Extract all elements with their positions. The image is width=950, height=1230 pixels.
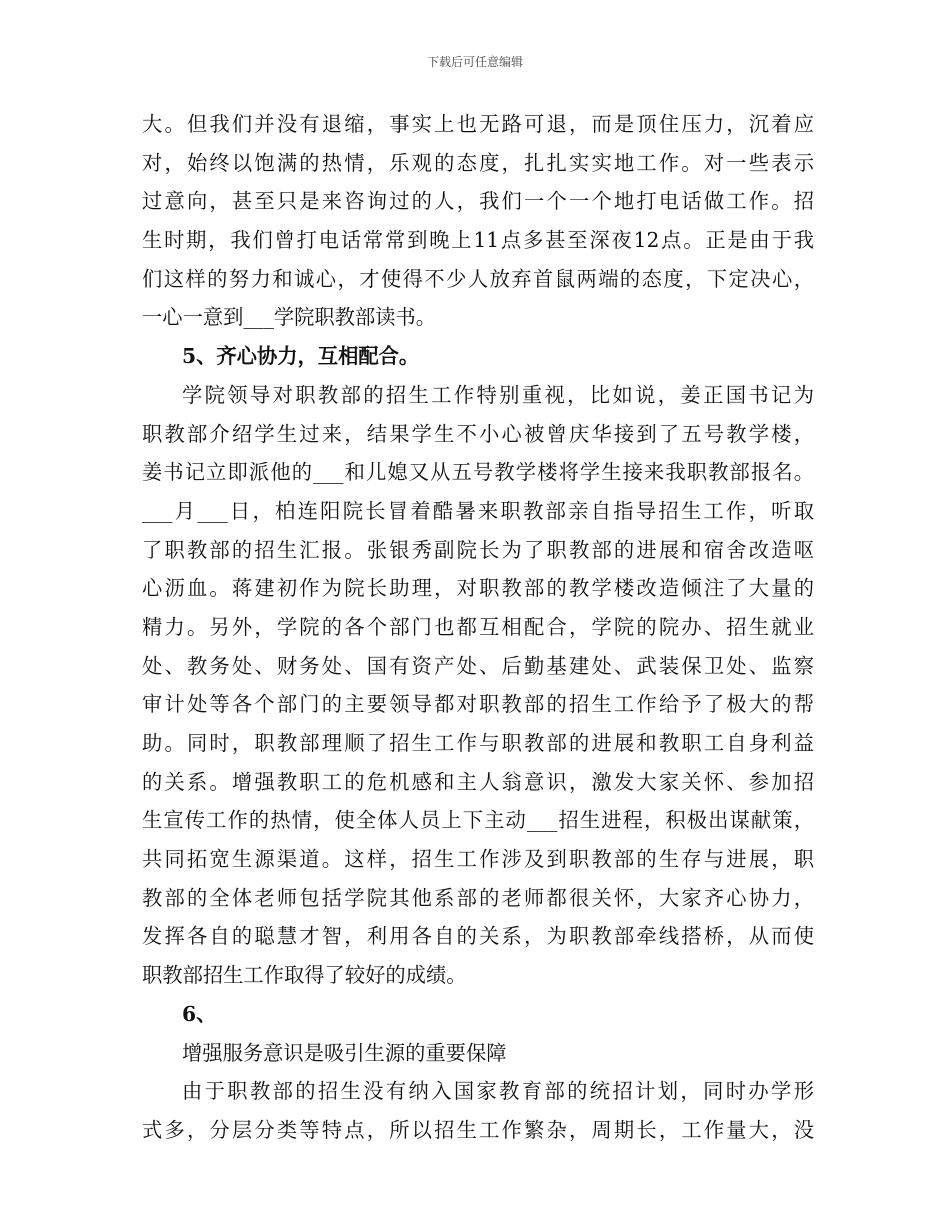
text-line: 的关系。增强教职工的危机感和主人翁意识，激发大家关怀、参加招 [142,769,814,794]
text-line: 处、教务处、财务处、国有资产处、后勤基建处、武装保卫处、监察 [142,653,814,678]
text-line: 一心一意到___学院职教部读书。 [142,305,437,330]
text-line: 对，始终以饱满的热情，乐观的态度，扎扎实实地工作。对一些表示 [142,150,814,175]
text-line: 了职教部的招生汇报。张银秀副院长为了职教部的进展和宿舍改造呕 [142,537,814,562]
section-heading: 6、 [182,1001,217,1026]
text-line: 共同拓宽生源渠道。这样，招生工作涉及到职教部的生存与进展，职 [142,847,814,872]
text-line: 精力。另外，学院的各个部门也都互相配合，学院的院办、招生就业 [142,614,814,639]
text-line: 们这样的努力和诚心，才使得不少人放弃首鼠两端的态度，下定决心， [142,266,814,291]
text-line: 助。同时，职教部理顺了招生工作与职教部的进展和教职工自身利益 [142,731,814,755]
section-heading: 5、齐心协力，互相配合。 [182,344,420,369]
text-line: 学院领导对职教部的招生工作特别重视，比如说，姜正国书记为 [182,382,814,407]
text-line: 式多，分层分类等特点，所以招生工作繁杂，周期长，工作量大，没 [142,1117,814,1142]
text-line: 职教部介绍学生过来，结果学生不小心被曾庆华接到了五号教学楼， [142,421,814,446]
document-body [142,105,814,1150]
text-line: 审计处等各个部门的主要领导都对职教部的招生工作给予了极大的帮 [142,692,814,717]
text-line: 大。但我们并没有退缩，事实上也无路可退，而是顶住压力，沉着应 [142,112,814,136]
text-line: 生时期，我们曾打电话常常到晚上11点多甚至深夜12点。正是由于我 [142,228,814,253]
page-header: 下载后可任意编辑 [426,55,523,69]
text-line: 过意向，甚至只是来咨询过的人，我们一个一个地打电话做工作。招 [142,189,814,214]
text-line: 教部的全体老师包括学院其他系部的老师都很关怀，大家齐心协力， [142,885,814,910]
text-line: 由于职教部的招生没有纳入国家教育部的统招计划，同时办学形 [182,1079,814,1104]
text-line: 发挥各自的聪慧才智，利用各自的关系，为职教部牵线搭桥，从而使 [142,924,814,949]
text-line: 职教部招生工作取得了较好的成绩。 [142,963,467,988]
text-line: 心沥血。蒋建初作为院长助理，对职教部的教学楼改造倾注了大量的 [142,576,814,601]
text-line: ___月___日，柏连阳院长冒着酷暑来职教部亲自指导招生工作，听取 [142,498,814,523]
text-line: 增强服务意识是吸引生源的重要保障 [182,1040,507,1065]
text-line: 生宣传工作的热情，使全体人员上下主动___招生进程，积极出谋献策， [142,808,814,833]
text-line: 姜书记立即派他的___和儿媳又从五号教学楼将学生接来我职教部报名。 [142,460,814,485]
